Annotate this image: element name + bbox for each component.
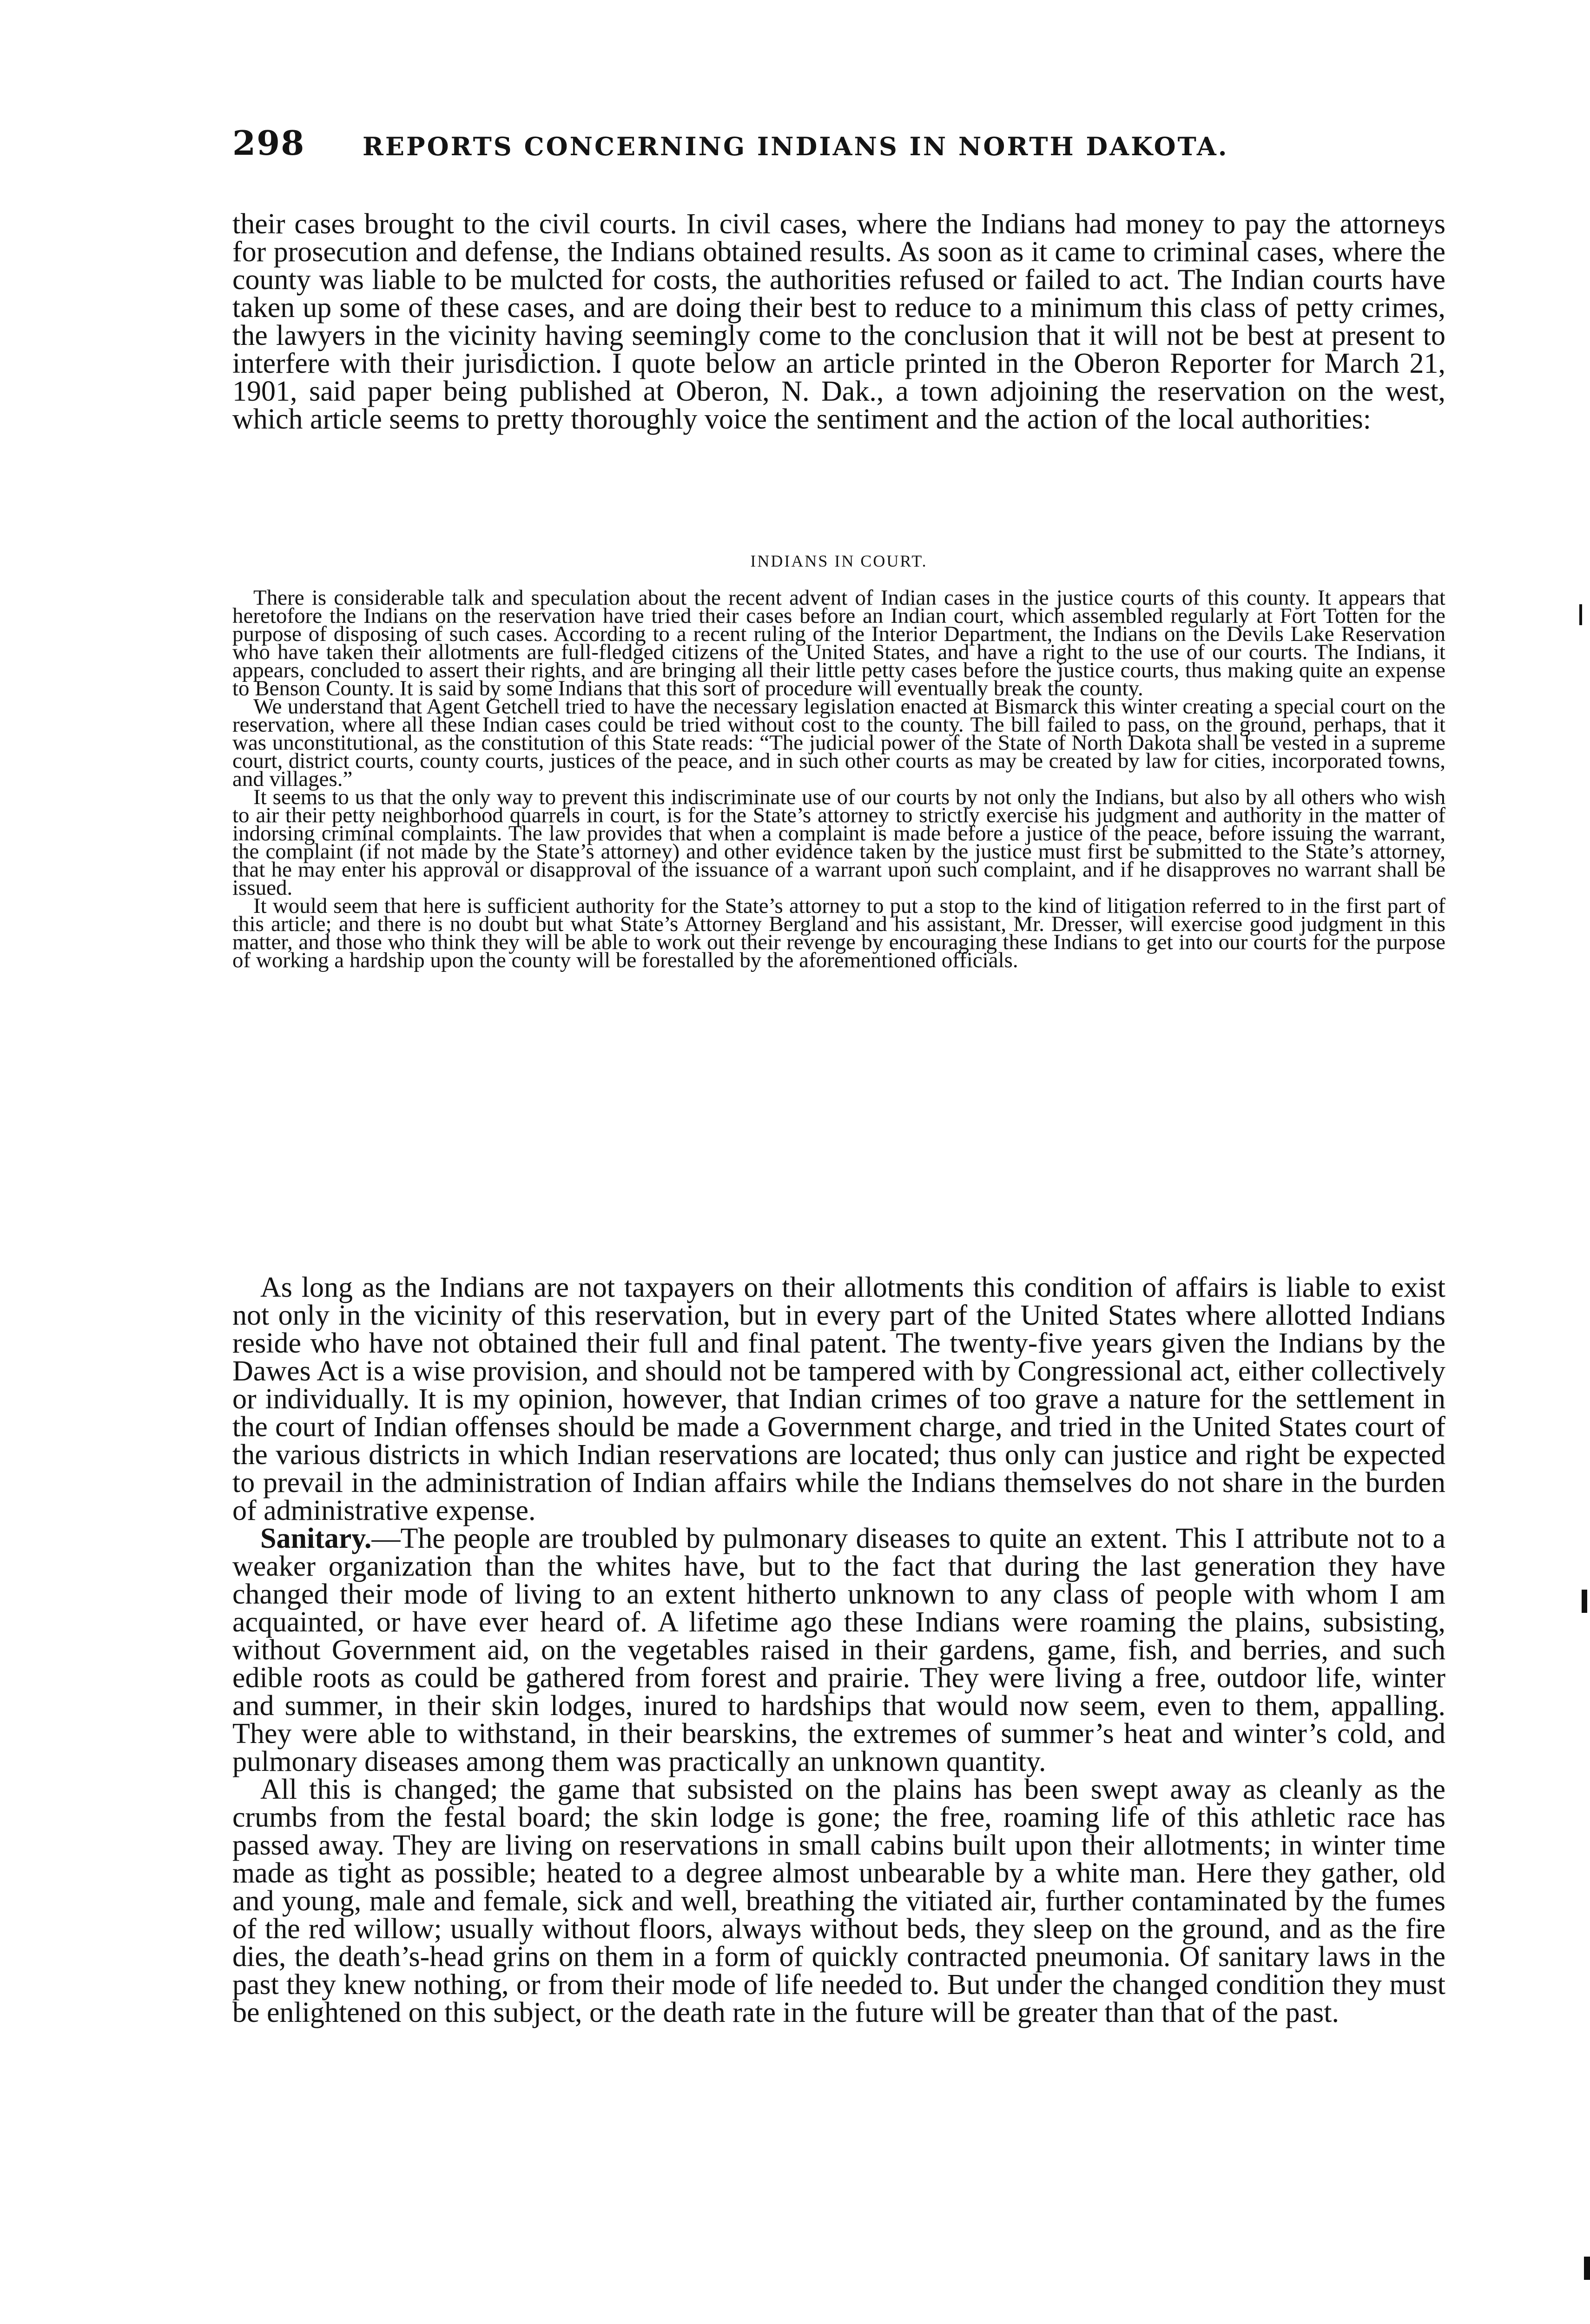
sanitary-text: —The people are troubled by pulmonary diseases to quite an extent. This I attribute not to a weaker organization than the whites have, but to the fact that during the last generation they have changed their mode of living to an extent hitherto unknown to any class of people with whom I am acquainted, or have ever heard of. A lifetime ago these Indians were roaming the plains, subsisting, without Government aid, on the vegetables raised in their gardens, game, fish, and berries, and such edible roots as could be gathered from forest and prairie. They were living a free, outdoor life, winter and summer, in their skin lodges, inured to hardships that would now seem, even to them, appalling. They were able to withstand, in their bearskins, the extremes of summer’s heat and winter’s cold, and pulmonary diseases among them was practically an unknown quantity. bbox=[232, 1523, 1445, 1777]
intro-paragraph: their cases brought to the civil courts. In civil cases, where the Indians had money to pay the attorneys for prosecution and defense, the Indians obtained results. As soon as it came to criminal cases, where the county was liable to be mulcted for costs, the authorities refused or failed to act. The Indian courts have taken up some of these cases, and are doing their best to reduce to a minimum this class of petty crimes, the lawyers in the vicinity having seemingly come to the conclusion that it will not be best at present to interfere with their jurisdiction. I quote below an article printed in the Oberon Reporter for March 21, 1901, said paper being published at Oberon, N. Dak., a town adjoining the reservation on the west, which article seems to pretty thoroughly voice the sentiment and the action of the local authorities: bbox=[232, 208, 1445, 435]
scan-edge-mark bbox=[1584, 2257, 1590, 2280]
quoted-article-paragraph: There is considerable talk and speculation about the recent advent of Indian cases in the justice courts of this county. It appears that heretofore the Indians on the reservation have tried their cases before an Indian court, which assembled regularly at Fort Totten for the purpose of disposing of such cases. According to a recent ruling of the Interior Department, the Indians on the Devils Lake Reservation who have taken their allotments are full-fledged citizens of the United States, and have a right to the use of our courts. The Indians, it appears, concluded to assert their rights, and are bringing all their little petty cases before the justice courts, thus making quite an expense to Benson County. It is said by some Indians that this sort of procedure will eventually break the county. bbox=[232, 586, 1445, 700]
scan-edge-mark bbox=[1582, 1590, 1587, 1613]
intro-section bbox=[232, 210, 1445, 433]
page-number: 298 bbox=[232, 123, 305, 163]
quoted-article bbox=[232, 552, 1445, 970]
closing-section bbox=[232, 1274, 1445, 2027]
quoted-article-title: INDIANS IN COURT. bbox=[750, 552, 928, 570]
changed-paragraph: All this is changed; the game that subsisted on the plains has been swept away as cleanly as the crumbs from the festal board; the skin lodge is gone; the free, roaming life of this athletic race has passed away. They are living on reservations in small cabins built upon their allotments; in winter time made as tight as possible; heated to a degree almost unbearable by a white man. Here they gather, old and young, male and female, sick and well, breathing the vitiated air, further contaminated by the fumes of the red willow; usually without floors, always without beds, they sleep on the ground, and as the fire dies, the death’s-head grins on them in a form of quickly contracted pneumonia. Of sanitary laws in the past they knew nothing, or from their mode of life needed to. But under the changed condition they must be enlightened on this subject, or the death rate in the future will be greater than that of the past. bbox=[232, 1774, 1445, 2028]
taxpayers-paragraph: As long as the Indians are not taxpayers on their allotments this condition of affairs is liable to exist not only in the vicinity of this reservation, but in every part of the United States where allotted Indians reside who have not obtained their full and final patent. The twenty-five years given the Indians by the Dawes Act is a wise provision, and should not be tampered with by Congressional act, either collectively or individually. It is my opinion, however, that Indian crimes of too grave a nature for the settlement in the court of Indian offenses should be made a Government charge, and tried in the United States court of the various districts in which Indian reservations are located; thus only can justice and right be expected to prevail in the administration of Indian affairs while the Indians themselves do not share in the burden of administrative expense. bbox=[232, 1272, 1445, 1526]
sanitary-heading: Sanitary. bbox=[260, 1523, 372, 1554]
scan-edge-mark bbox=[1579, 604, 1582, 625]
quoted-article-paragraph: It would seem that here is sufficient authority for the State’s attorney to put a stop to the kind of litigation referred to in the first part of this article; and there is no doubt but what State’s Attorney Bergland and his assistant, Mr. Dresser, will exercise good judgment in this matter, and those who think they will be able to work out their revenge by encouraging these Indians to get into our courts for the purpose of working a hardship upon the county will be forestalled by the aforementioned officials. bbox=[232, 894, 1445, 972]
page-header bbox=[232, 123, 1348, 179]
quoted-article-paragraph: It seems to us that the only way to prevent this indiscriminate use of our courts by not only the Indians, but also by all others who wish to air their petty neighborhood quarrels in court, is for the State’s attorney to strictly exercise his judgment and authority in the matter of indorsing criminal complaints. The law provides that when a complaint is made before a justice of the peace, before issuing the warrant, the complaint (if not made by the State’s attorney) and other evidence taken by the justice must first be submitted to the State’s attorney, that he may enter his approval or disapproval of the issuance of a warrant upon such complaint, and if he disapproves no warrant shall be issued. bbox=[232, 785, 1445, 900]
sanitary-paragraph bbox=[232, 1525, 1445, 1776]
running-head: REPORTS CONCERNING INDIANS IN NORTH DAKOTA. bbox=[363, 132, 1229, 161]
quoted-article-paragraph: We understand that Agent Getchell tried to have the necessary legislation enacted at Bismarck this winter creating a special court on the reservation, where all these Indian cases could be tried without cost to the county. The bill failed to pass, on the ground, perhaps, that it was unconstitutional, as the constitution of this State reads: “The judicial power of the State of North Dakota shall be vested in a supreme court, district courts, county courts, justices of the peace, and in such other courts as may be created by law for cities, incorporated towns, and villages.” bbox=[232, 694, 1445, 791]
